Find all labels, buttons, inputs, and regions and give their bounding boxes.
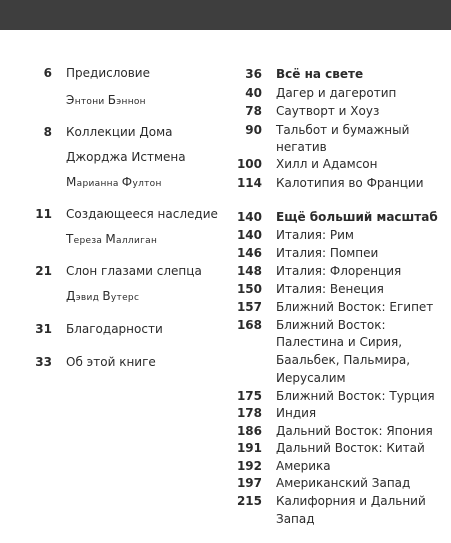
page-number: 146 xyxy=(236,246,262,260)
toc-entry[interactable] xyxy=(0,476,410,490)
entry-title-continued: Баальбек, Пальмира, xyxy=(276,353,411,367)
page-number: 114 xyxy=(236,176,262,190)
page-number: 157 xyxy=(236,300,262,314)
page-number: 40 xyxy=(245,86,262,100)
page-number: 140 xyxy=(236,210,262,224)
toc-entry[interactable] xyxy=(0,441,425,455)
toc-entry[interactable] xyxy=(0,424,433,438)
toc-entry[interactable] xyxy=(0,282,384,296)
entry-title: Слон глазами слепца xyxy=(66,264,202,278)
entry-author: Марианна Фултон xyxy=(66,175,162,189)
entry-title-continued: Палестина и Сирия, xyxy=(276,335,403,349)
page-number: 8 xyxy=(43,125,52,139)
entry-title: Дагер и дагеротип xyxy=(276,86,397,100)
toc-entry[interactable] xyxy=(0,123,409,137)
entry-title: Ближний Восток: Египет xyxy=(276,300,434,314)
entry-title: Дальний Восток: Китай xyxy=(276,441,425,455)
toc-entry[interactable] xyxy=(0,228,354,242)
toc-entry[interactable] xyxy=(0,494,426,508)
toc-entry[interactable] xyxy=(0,389,435,403)
page-number: 148 xyxy=(236,264,262,278)
page-number: 178 xyxy=(236,406,262,420)
page-number: 33 xyxy=(35,355,52,369)
page-number: 78 xyxy=(245,104,262,118)
toc-entry[interactable] xyxy=(0,157,377,171)
entry-title-continued: Иерусалим xyxy=(276,371,346,385)
toc-entry[interactable] xyxy=(0,86,396,100)
entry-title: Калотипия во Франции xyxy=(276,176,424,190)
page-number: 36 xyxy=(245,67,262,81)
entry-title: Создающееся наследие xyxy=(66,207,218,221)
toc-entry[interactable] xyxy=(0,355,156,369)
entry-author: Тереза Маллиган xyxy=(66,232,158,246)
section-title: Ещё больший масштаб xyxy=(276,210,438,224)
toc-entry[interactable] xyxy=(0,459,331,473)
page-number: 21 xyxy=(35,264,52,278)
page-number: 11 xyxy=(35,207,52,221)
toc-entry[interactable] xyxy=(0,104,379,118)
entry-title: Об этой книге xyxy=(66,355,156,369)
page-number: 191 xyxy=(236,441,262,455)
toc-entry[interactable] xyxy=(0,318,386,332)
page-number: 140 xyxy=(236,228,262,242)
entry-title: Италия: Венеция xyxy=(276,282,384,296)
entry-title: Хилл и Адамсон xyxy=(276,157,378,171)
entry-title: Америка xyxy=(276,459,331,473)
entry-author: Дэвид Вутерс xyxy=(66,289,140,303)
entry-title: Ближний Восток: xyxy=(276,318,386,332)
page-number: 186 xyxy=(236,424,262,438)
toc-entry[interactable] xyxy=(0,406,316,420)
entry-title: Тальбот и бумажный xyxy=(276,123,410,137)
entry-title: Предисловие xyxy=(66,66,150,80)
entry-title: Калифорния и Дальний xyxy=(276,494,426,508)
entry-title: Италия: Рим xyxy=(276,228,354,242)
entry-title: Дальний Восток: Япония xyxy=(276,424,433,438)
page-number: 6 xyxy=(43,66,52,80)
toc-entry[interactable] xyxy=(0,300,433,314)
top-bar xyxy=(0,0,451,30)
page-number: 175 xyxy=(236,389,262,403)
page-number: 192 xyxy=(236,459,262,473)
page-number: 90 xyxy=(245,123,262,137)
page-number: 168 xyxy=(236,318,262,332)
entry-title: Саутворт и Хоуз xyxy=(276,104,380,118)
toc-section-heading[interactable] xyxy=(0,67,363,81)
page-number: 100 xyxy=(236,157,262,171)
page-number: 150 xyxy=(236,282,262,296)
toc-entry[interactable] xyxy=(0,176,424,190)
entry-title: Индия xyxy=(276,406,317,420)
entry-title: Американский Запад xyxy=(276,476,411,490)
entry-title-continued: негатив xyxy=(276,140,327,154)
entry-title-continued: Джорджа Истмена xyxy=(66,150,186,164)
section-title: Всё на свете xyxy=(276,67,364,81)
page-number: 31 xyxy=(35,322,52,336)
entry-author: Энтони Бэннон xyxy=(66,93,146,107)
entry-title: Благодарности xyxy=(66,322,163,336)
entry-title: Италия: Флоренция xyxy=(276,264,402,278)
toc-entry[interactable] xyxy=(0,264,401,278)
toc-entry[interactable] xyxy=(0,246,378,260)
page-number: 197 xyxy=(236,476,262,490)
entry-title-continued: Запад xyxy=(276,512,315,526)
entry-title: Ближний Восток: Турция xyxy=(276,389,435,403)
toc-section-heading[interactable] xyxy=(0,210,438,224)
page-number: 215 xyxy=(236,494,262,508)
entry-title: Коллекции Дома xyxy=(66,125,173,139)
entry-title: Италия: Помпеи xyxy=(276,246,379,260)
